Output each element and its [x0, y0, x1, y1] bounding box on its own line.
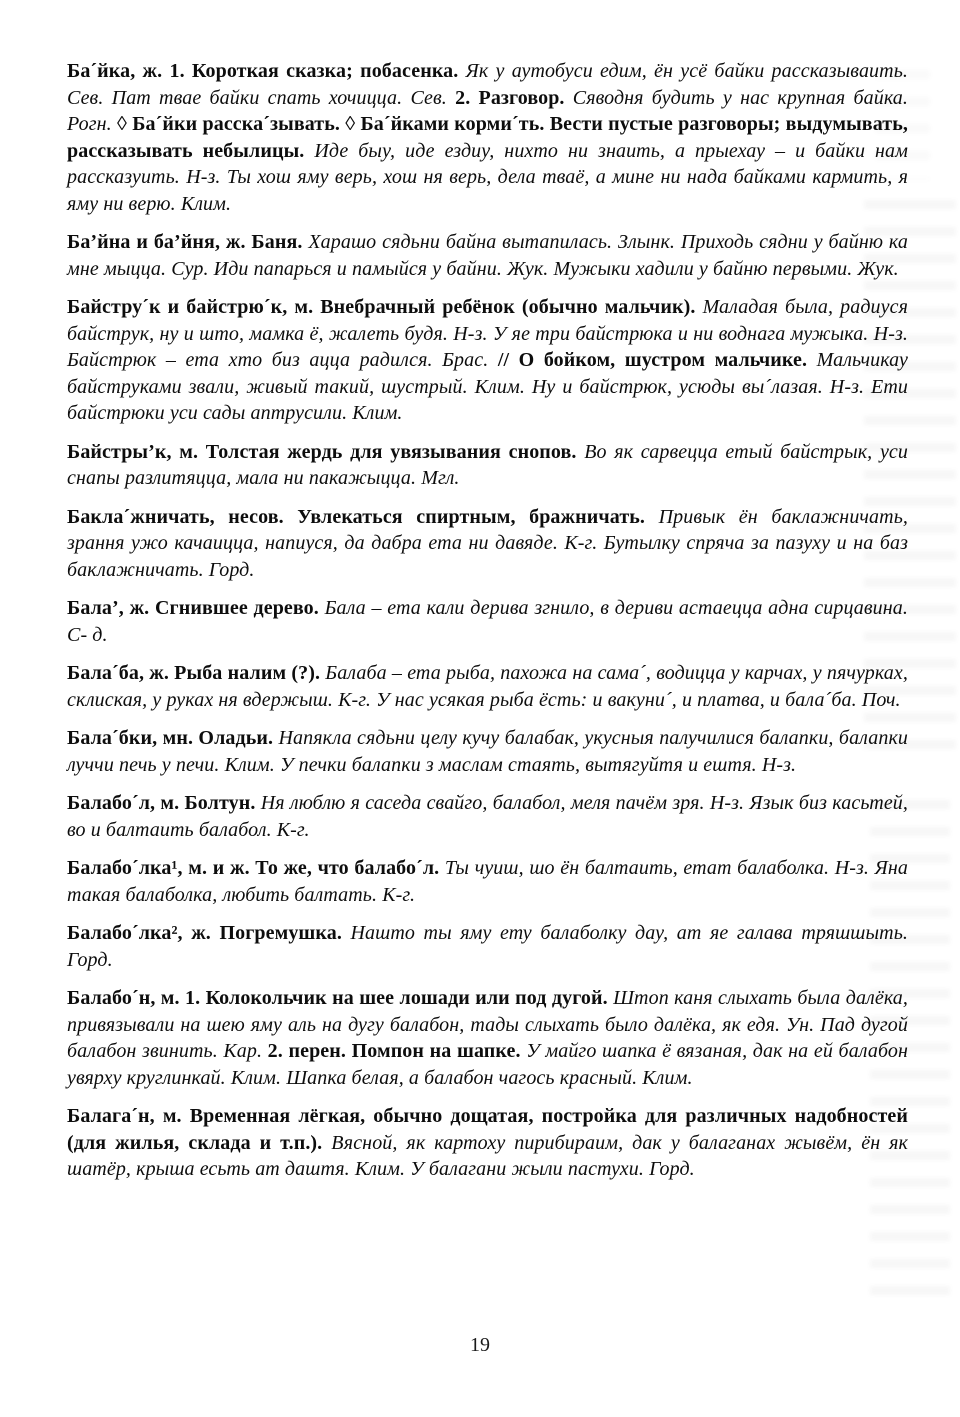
dictionary-entry	[67, 985, 908, 1091]
dictionary-entry	[67, 1103, 908, 1183]
entry-example-citation: Напякла сядьни целу кучу балабак, укусныя палучилися балапки, балапки луччи печь у печи. Клим. У печки балапки з маслам стаять, вытягуйтя и ештя. Н-з.	[67, 727, 908, 776]
entry-example-citation: Балаба – ета рыба, пахожа на сама´, водицца у карчах, у пячурках, склиская, у руках ня вдержыш. К-г. У нас усякая рыба ёсть: и вакуни´, и платва, и бала´ба. Поч.	[67, 662, 908, 711]
entry-headword-definition: Ба´йка, ж. 1. Короткая сказка; побасенка.	[67, 60, 466, 82]
dictionary-entry	[67, 58, 908, 217]
entry-example-citation: Привык ён баклажничать, зрання ужо качаицца, напиуся, да дабра ета ни давяде. К-г. Бутылку спряча за пазуху и на баз баклажничать. Горд.	[67, 505, 909, 581]
dictionary-entry	[67, 920, 908, 973]
entry-headword-definition: Балабо´л, м. Болтун.	[67, 792, 261, 814]
entry-headword-definition: Балага´н, м. Временная лёгкая, обычно дощатая, постройка для различных надобностей (для жилья, склада и т.п.).	[67, 1105, 908, 1154]
dictionary-entry	[67, 595, 908, 648]
entry-headword-definition: 2. перен. Помпон на шапке.	[267, 1040, 527, 1062]
entry-example-citation: Ты чуиш, шо ён балтаить, етат балаболка. Н-з. Яна такая балаболка, любить балтать. К-г.	[67, 857, 909, 906]
entry-example-citation: Штоп каня слыхать была далёка, привязывали на шею яму аль на дугу балабон, тады слыхать было далёка, як едя. Ун. Пад дугой балабон звинить. Кар.	[67, 987, 908, 1062]
entry-headword-definition: ◊ Ба´йки расска´зывать. ◊ Ба´йками корми´ть. Вести пустые разговоры; выдумывать, рассказывать небылицы.	[67, 113, 908, 162]
entry-headword-definition: 2. Разговор.	[455, 86, 573, 109]
entry-headword-definition: Бала´ба, ж. Рыба налим (?).	[67, 662, 326, 684]
dictionary-entry	[67, 229, 908, 282]
entry-example-citation: Вясной, як картоху пирибираим, дак у балаганах жывём, ён як шатёр, крыша есьть ат даштя. Клим. У балагани жыли пастухи. Горд.	[67, 1131, 909, 1180]
page-number: 19	[470, 1334, 490, 1356]
entry-headword-definition: Балабо´лка², ж. Погремушка.	[67, 922, 351, 944]
dictionary-entry	[67, 504, 908, 584]
dictionary-entry	[67, 660, 908, 713]
entry-example-citation: Маладая была, радиуся байструк, ну и што, мамка ё, жалеть будя. Н-з. У яе три байстрюка и ни воднага мужыка. Н-з. Байстрюк – ета хто биз ацца радился. Брас.	[67, 296, 909, 371]
dictionary-entry	[67, 294, 908, 427]
entry-headword-definition: Байстру´к и байстрю´к, м. Внебрачный ребёнок (обычно мальчик).	[67, 296, 703, 318]
entries-container	[67, 58, 908, 1195]
dictionary-entry	[67, 439, 908, 492]
dictionary-entry	[67, 855, 908, 908]
entry-headword-definition: // О бойком, шустром мальчике.	[497, 349, 817, 371]
dictionary-entry	[67, 790, 908, 843]
entry-headword-definition: Ба’йна и ба’йня, ж. Баня.	[67, 231, 309, 253]
entry-headword-definition: Байстры’к, м. Толстая жердь для увязывания снопов.	[67, 440, 585, 463]
entry-example-citation: Сяводня будить у нас крупная байка. Рогн.	[67, 86, 908, 135]
entry-example-citation: У майго шапка ё вязаная, дак на ей балабон увярху круглинкай. Клим. Шапка белая, а балабон чагось красный. Клим.	[67, 1040, 908, 1089]
entry-example-citation: Як у аутобуси едим, ён усё байки рассказываить. Сев. Пат твае байки спать хочицца. Сев.	[67, 60, 908, 109]
entry-example-citation: Нашто ты яму ету балаболку дау, ат яе галава тряшшыть. Горд.	[67, 922, 908, 971]
entry-example-citation: Иде быу, иде ездиу, нихто ни знаить, а прыехау – и байки нам рассказуить. Н-з. Ты хош яму верь, хош ня верь, дела тваё, а мине ни нада байками кармить, я яму ни верю. Клим.	[67, 139, 908, 215]
entry-example-citation: Харашо сядьни байна вытапилась. Злынк. Приходь сядни у байню ка мне мыцца. Сур. Иди папарься и памыйся у байни. Жук. Мужыки хадили у байню первыми. Жук.	[67, 231, 908, 280]
entry-example-citation: Во як сарвецца етый байстрык, уси снапы разлитяцца, мала ни пакажыцца. Мгл.	[67, 440, 909, 489]
entry-example-citation: Ня люблю я саседа свайго, балабол, меля пачём зря. Н-з. Язык биз касьтей, во и балтаить балабол. К-г.	[67, 792, 908, 841]
entry-example-citation: Бала – ета кали дерива згнило, в дериви астаецца адна сирцавина. С- д.	[67, 597, 908, 646]
entry-headword-definition: Балабо´лка¹, м. и ж. То же, что балабо´л.	[67, 857, 445, 879]
entry-headword-definition: Балабо´н, м. 1. Колокольчик на шее лошади или под дугой.	[67, 987, 614, 1009]
entry-headword-definition: Бала´бки, мн. Оладьи.	[67, 727, 279, 749]
entry-example-citation: Мальчикау байструками звали, живый такий, шустрый. Клим. Ну и байстрюк, усюды вы´лазая. Н-з. Ети байстрюки уси сады аптрусили. Клим.	[67, 349, 908, 424]
dictionary-entry	[67, 725, 908, 778]
entry-headword-definition: Бакла´жничать, несов. Увлекаться спиртным, бражничать.	[67, 505, 659, 528]
entry-headword-definition: Бала’, ж. Сгнившее дерево.	[67, 597, 325, 619]
